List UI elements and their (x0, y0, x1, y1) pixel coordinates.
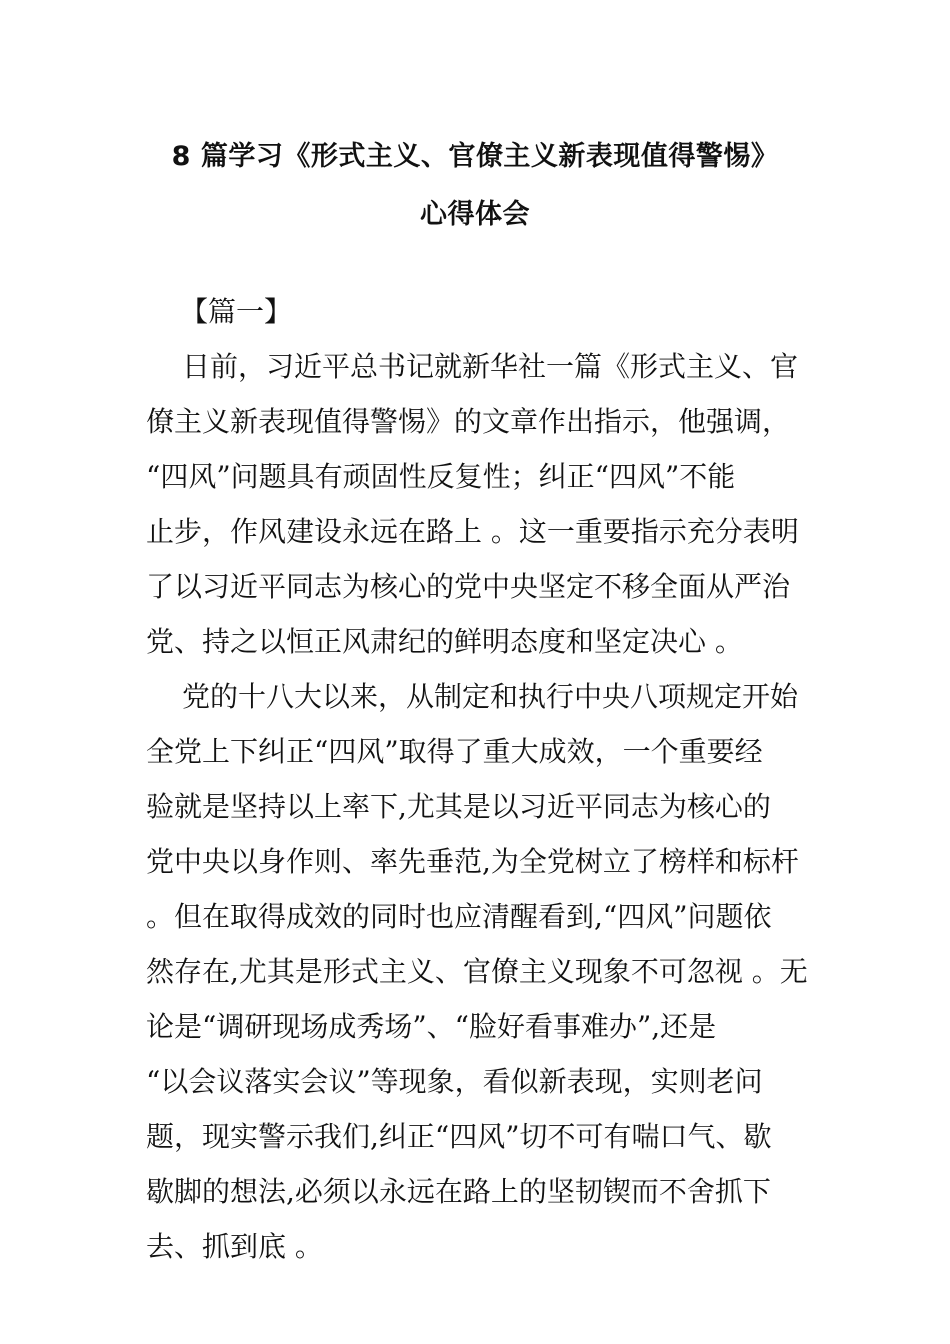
paragraph-line: 了以习近平同志为核心的党中央坚定不移全面从严治 (146, 570, 791, 603)
paragraph-line: 党、持之以恒正风肃纪的鲜明态度和坚定决心 。 (146, 625, 743, 658)
paragraph-line: 止步，作风建设永远在路上 。这一重要指示充分表明 (146, 515, 799, 548)
paragraph-line: 然存在,尤其是形式主义、官僚主义现象不可忽视 。无 (146, 955, 808, 988)
paragraph-line: “以会议落实会议”等现象，看似新表现，实则老问 (146, 1065, 763, 1098)
section-heading: 【篇一】 (180, 295, 293, 328)
paragraph-2 (146, 669, 808, 1274)
paragraph-line: “四风”问题具有顽固性反复性；纠正“四风”不能 (146, 460, 736, 493)
paragraph-line: 僚主义新表现值得警惕》的文章作出指示，他强调， (146, 405, 791, 438)
paragraph-line: 全党上下纠正“四风”取得了重大成效，一个重要经 (146, 735, 763, 768)
paragraph-line: 验就是坚持以上率下,尤其是以习近平同志为核心的 (146, 790, 771, 823)
title-line-2: 心得体会 (420, 199, 530, 230)
paragraph-line: 日前，习近平总书记就新华社一篇《形式主义、官 (182, 350, 799, 383)
paragraph-line: 。但在取得成效的同时也应清醒看到,“四风”问题依 (146, 900, 772, 933)
paragraph-line: 党的十八大以来，从制定和执行中央八项规定开始 (182, 680, 799, 713)
paragraph-line: 题，现实警示我们,纠正“四风”切不可有喘口气、歇 (146, 1120, 772, 1153)
title-line-1: 8 篇学习《形式主义、官僚主义新表现值得警惕》 (171, 141, 779, 172)
paragraph-line: 党中央以身作则、率先垂范,为全党树立了榜样和标杆 (146, 845, 799, 878)
paragraph-line: 去、抓到底 。 (146, 1230, 323, 1263)
document-body (146, 284, 808, 1274)
paragraph-line: 论是“调研现场成秀场”、“脸好看事难办”,还是 (146, 1010, 717, 1043)
paragraph-1 (146, 339, 808, 669)
paragraph-line: 歇脚的想法,必须以永远在路上的坚韧锲而不舍抓下 (146, 1175, 771, 1208)
document-title (120, 128, 830, 244)
